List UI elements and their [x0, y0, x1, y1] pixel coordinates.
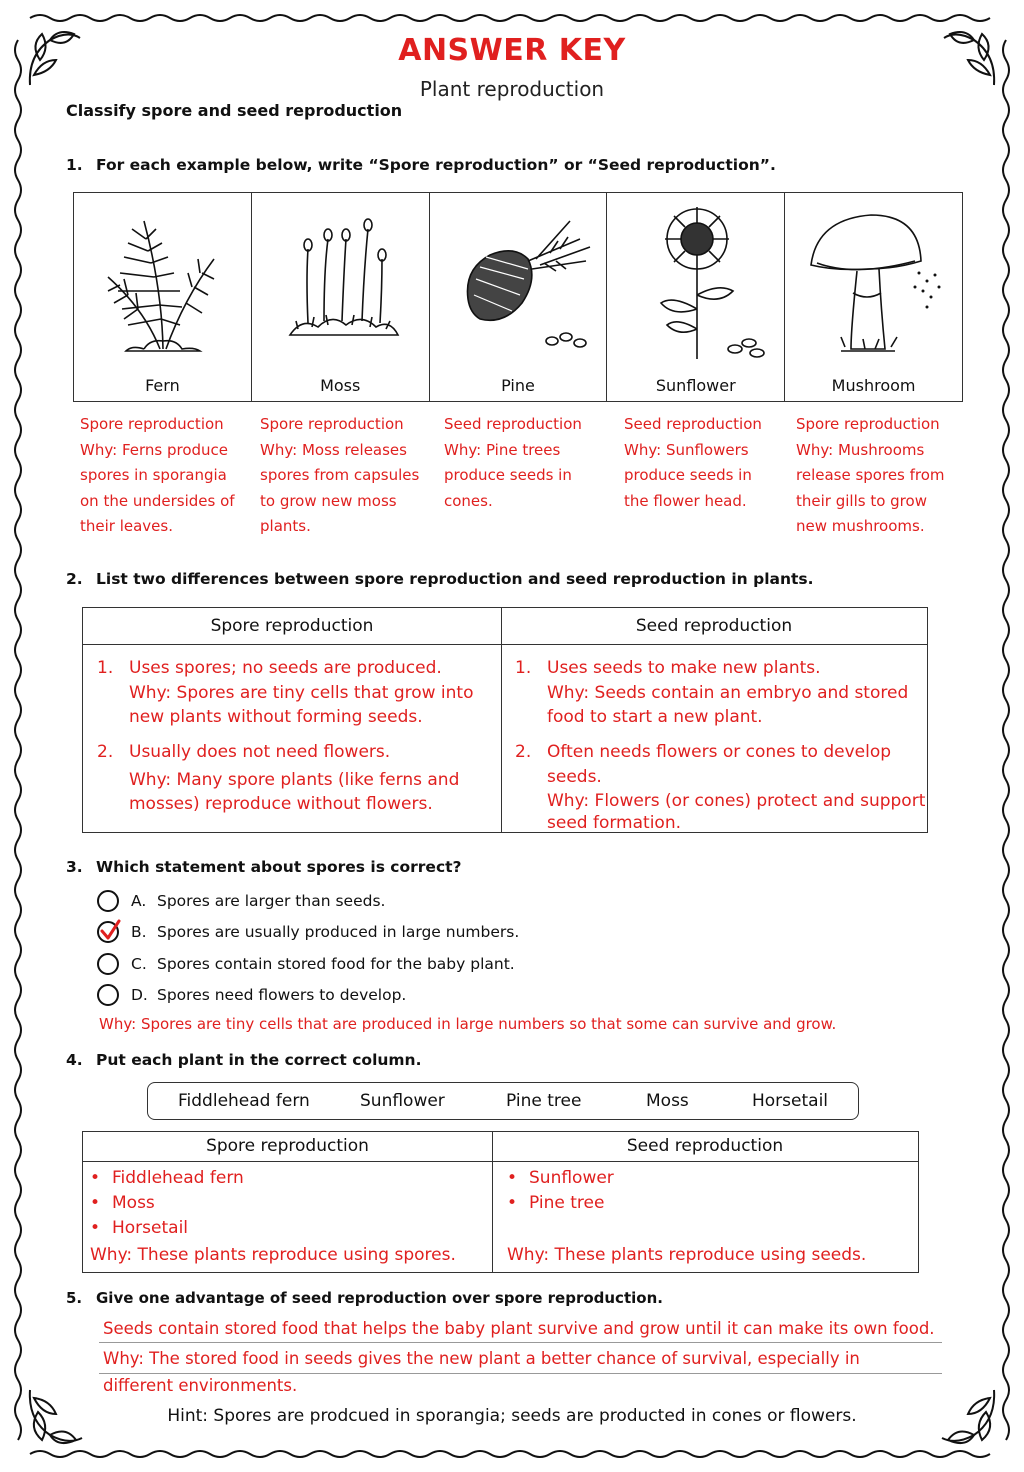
sunflower-icon [617, 199, 775, 359]
column-header: Seed reproduction [501, 608, 927, 645]
column-header: Spore reproduction [83, 1132, 492, 1162]
word-bank [147, 1082, 859, 1120]
spore-difference-2: 2. Usually does not need flowers. Why: Many spore plants (like ferns and mosses) reproduce without flowers. [97, 742, 460, 814]
hint-text: Hint: Spores are prodcued in sporangia; seeds are producted in cones or flowers. [167, 1406, 857, 1426]
question-5: 5. Give one advantage of seed reproduction over spore reproduction. [66, 1289, 663, 1307]
answer-line: Why: The stored food in seeds gives the new plant a better chance of survival, especially in [103, 1349, 860, 1368]
list-item: • Moss [90, 1193, 155, 1213]
list-item: • Pine tree [507, 1193, 605, 1213]
radio-circle-icon[interactable] [97, 890, 119, 912]
picture-label: Fern [145, 376, 180, 395]
section-title: Classify spore and seed reproduction [66, 101, 403, 120]
word-bank-item: Fiddlehead fern [178, 1091, 310, 1111]
answer-sunflower: Seed reproduction Why: Sunflowers produce seeds in the flower head. [624, 415, 762, 510]
answer-mushroom: Spore reproduction Why: Mushrooms release spores from their gills to grow new mushrooms. [796, 415, 945, 535]
picture-cell-moss [252, 193, 430, 401]
q3-explanation: Why: Spores are tiny cells that are produced in large numbers so that some can survive and grow. [99, 1015, 837, 1033]
answer-fern: Spore reproduction Why: Ferns produce spores in sporangia on the undersides of their leaves. [80, 415, 235, 535]
column-header: Spore reproduction [83, 608, 501, 645]
question-1 [66, 156, 776, 174]
word-bank-item: Horsetail [752, 1091, 829, 1111]
list-item: • Sunflower [507, 1168, 614, 1188]
word-bank-item: Pine tree [506, 1091, 582, 1111]
pine-cone-icon [440, 199, 598, 359]
spore-difference-1: 1. Uses spores; no seeds are produced. Why: Spores are tiny cells that grow into new plants without forming seeds. [97, 658, 474, 727]
answer-pine: Seed reproduction Why: Pine trees produce seeds in cones. [444, 415, 582, 510]
differences-table [82, 607, 928, 833]
seed-difference-2: 2. Often needs flowers or cones to develop seeds. Why: Flowers (or cones) protect and support seed formation. [515, 742, 926, 833]
picture-table [73, 192, 963, 402]
answer-moss: Spore reproduction Why: Moss releases spores from capsules to grow new moss plants. [260, 415, 420, 535]
picture-cell-fern [74, 193, 252, 401]
picture-cell-sunflower [607, 193, 785, 401]
checkmark-icon [99, 918, 121, 942]
answer-line: different environments. [103, 1376, 298, 1395]
fern-icon [84, 199, 242, 359]
page-subtitle: Plant reproduction [419, 77, 605, 101]
picture-label: Moss [320, 376, 361, 395]
picture-cell-mushroom [785, 193, 962, 401]
question-2: 2. List two differences between spore reproduction and seed reproduction in plants. [66, 570, 814, 588]
seed-difference-1: 1. Uses seeds to make new plants. Why: Seeds contain an embryo and stored food to start a new plant. [515, 658, 909, 727]
picture-label: Sunflower [655, 376, 736, 395]
moss-icon [262, 199, 420, 359]
spore-why: Why: These plants reproduce using spores. [90, 1245, 456, 1265]
mushroom-icon [795, 199, 953, 359]
answer-line: Seeds contain stored food that helps the baby plant survive and grow until it can make its own food. [103, 1319, 935, 1338]
sorting-table [82, 1131, 919, 1273]
question-3: 3. Which statement about spores is correct? [66, 858, 462, 876]
word-bank-item: Sunflower [360, 1091, 445, 1111]
question-4: 4. Put each plant in the correct column. [66, 1051, 422, 1069]
list-item: • Horsetail [90, 1218, 189, 1238]
list-item: • Fiddlehead fern [90, 1168, 244, 1188]
question-number: 1. [66, 156, 83, 174]
question-prompt: For each example below, write “Spore reproduction” or “Seed reproduction”. [96, 156, 776, 174]
picture-label: Pine [501, 376, 535, 395]
seed-why: Why: These plants reproduce using seeds. [507, 1245, 867, 1265]
column-header: Seed reproduction [492, 1132, 918, 1162]
picture-cell-pine [430, 193, 608, 401]
page-title: ANSWER KEY [398, 33, 626, 68]
picture-label: Mushroom [831, 376, 916, 395]
word-bank-item: Moss [646, 1091, 689, 1111]
radio-circle-icon[interactable] [97, 953, 119, 975]
radio-circle-icon[interactable] [97, 984, 119, 1006]
